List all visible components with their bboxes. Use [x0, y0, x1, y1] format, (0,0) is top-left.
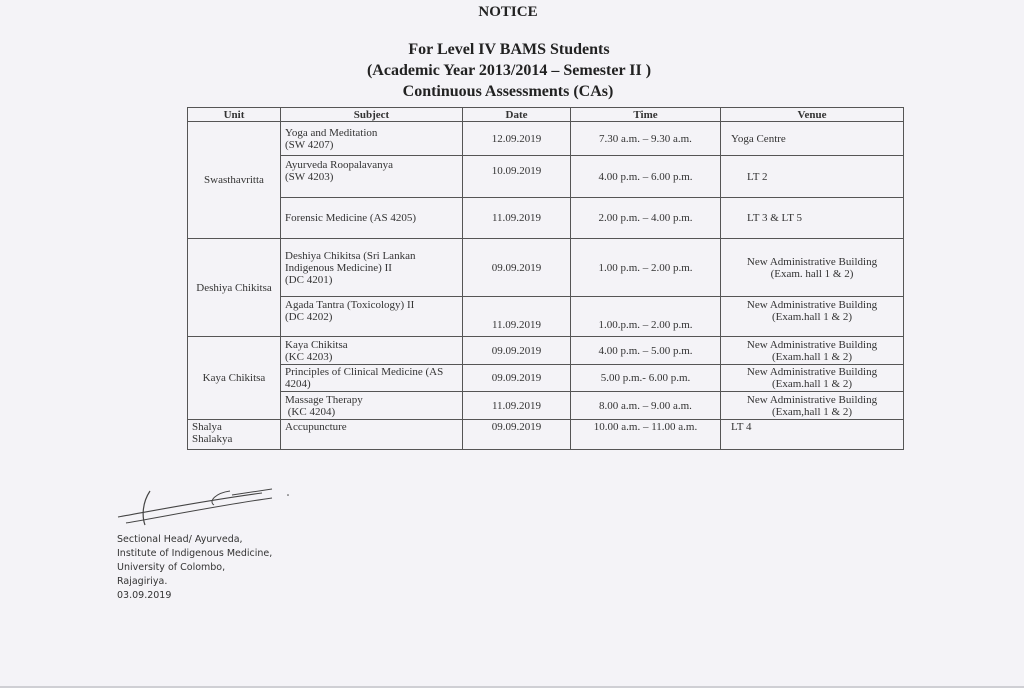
table-row [188, 420, 904, 450]
venue-building: New Administrative Building [746, 299, 878, 311]
column-header-date: Date [463, 108, 571, 122]
time-cell: 4.00 p.m. – 5.00 p.m. [571, 337, 721, 365]
subject-code: (DC 4202) [285, 311, 333, 323]
subject-name: Massage Therapy [285, 393, 363, 406]
signature-block [117, 533, 272, 603]
time-cell: 7.30 a.m. – 9.30 a.m. [571, 122, 721, 156]
audience-heading: For Level IV BAMS Students [408, 41, 610, 58]
venue-cell: LT 2 [721, 156, 904, 198]
subject-name: Kaya Chikitsa [285, 338, 348, 351]
table-row [188, 297, 904, 337]
date-cell: 11.09.2019 [463, 392, 571, 420]
venue-cell [721, 337, 904, 365]
venue-hall: (Exam,hall 1 & 2) [771, 405, 853, 418]
academic-year-heading: (Academic Year 2013/2014 – Semester II ) [366, 62, 652, 79]
subject-code: (SW 4203) [285, 171, 334, 183]
venue-building: New Administrative Building [746, 393, 878, 406]
subject-cell: Accupuncture [281, 420, 463, 450]
notice-heading: NOTICE [478, 4, 538, 20]
table-row [188, 239, 904, 297]
unit-cell: Swasthavritta [188, 122, 281, 239]
time-cell: 1.00 p.m. – 2.00 p.m. [571, 239, 721, 297]
subject-code: 4204) [285, 378, 311, 390]
unit-cell: Deshiya Chikitsa [188, 239, 281, 337]
venue-cell [721, 297, 904, 337]
venue-cell [721, 365, 904, 392]
column-header-subject: Subject [281, 108, 463, 122]
unit-name: Shalya [192, 421, 222, 433]
table-header-row [188, 108, 904, 122]
date-cell: 11.09.2019 [463, 198, 571, 239]
subject-cell [281, 392, 463, 420]
venue-cell: LT 4 [721, 420, 904, 450]
subject-cell [281, 337, 463, 365]
subject-code: (KC 4203) [285, 350, 333, 363]
signature-icon [112, 483, 292, 528]
time-cell: 1.00.p.m. – 2.00 p.m. [571, 297, 721, 337]
subject-name-cont: Indigenous Medicine) II [285, 261, 392, 274]
venue-cell [721, 239, 904, 297]
date-cell: 09.09.2019 [463, 239, 571, 297]
institute-name: Institute of Indigenous Medicine, [117, 548, 273, 559]
table-row [188, 392, 904, 420]
unit-name-cont: Shalakya [192, 433, 233, 445]
venue-building: New Administrative Building [746, 338, 878, 351]
time-cell: 8.00 a.m. – 9.00 a.m. [571, 392, 721, 420]
venue-cell [721, 392, 904, 420]
venue-cell: Yoga Centre [721, 122, 904, 156]
venue-building: New Administrative Building [746, 255, 878, 268]
signatory-title: Sectional Head/ Ayurveda, [117, 534, 243, 545]
table-row [188, 365, 904, 392]
subject-cell [281, 122, 463, 156]
time-cell: 5.00 p.m.- 6.00 p.m. [571, 365, 721, 392]
column-header-time: Time [571, 108, 721, 122]
date-cell: 12.09.2019 [463, 122, 571, 156]
table-row [188, 198, 904, 239]
subject-name: Deshiya Chikitsa (Sri Lankan [285, 249, 416, 262]
time-cell: 4.00 p.m. – 6.00 p.m. [571, 156, 721, 198]
venue-hall: (Exam.hall 1 & 2) [771, 311, 853, 323]
date-cell: 11.09.2019 [463, 297, 571, 337]
subject-name: Principles of Clinical Medicine (AS [285, 366, 444, 378]
table-row [188, 156, 904, 198]
assessment-schedule-table [187, 107, 904, 450]
venue-building: New Administrative Building [746, 366, 878, 378]
subject-cell [281, 156, 463, 198]
venue-cell: LT 3 & LT 5 [721, 198, 904, 239]
table-row [188, 337, 904, 365]
column-header-unit: Unit [188, 108, 281, 122]
date-cell: 09.09.2019 [463, 420, 571, 450]
subject-cell [281, 297, 463, 337]
assessment-heading: Continuous Assessments (CAs) [402, 83, 614, 100]
subject-cell [281, 365, 463, 392]
venue-hall: (Exam.hall 1 & 2) [771, 350, 853, 363]
date-cell: 09.09.2019 [463, 337, 571, 365]
date-cell: 10.09.2019 [463, 156, 571, 198]
notice-date: 03.09.2019 [117, 590, 172, 601]
venue-hall: (Exam. hall 1 & 2) [770, 267, 854, 280]
table-row [188, 122, 904, 156]
time-cell: 2.00 p.m. – 4.00 p.m. [571, 198, 721, 239]
subject-code: (SW 4207) [285, 138, 334, 151]
column-header-venue: Venue [721, 108, 904, 122]
subject-name: Yoga and Meditation [285, 126, 378, 139]
subject-name: Agada Tantra (Toxicology) II [285, 299, 415, 311]
date-cell: 09.09.2019 [463, 365, 571, 392]
unit-cell [188, 420, 281, 450]
subject-code: (KC 4204) [285, 405, 336, 418]
subject-cell [281, 239, 463, 297]
location: Rajagiriya. [117, 576, 168, 587]
subject-code: (DC 4201) [285, 273, 333, 286]
time-cell: 10.00 a.m. – 11.00 a.m. [571, 420, 721, 450]
venue-hall: (Exam.hall 1 & 2) [771, 378, 853, 390]
university-name: University of Colombo, [117, 562, 226, 573]
unit-cell: Kaya Chikitsa [188, 337, 281, 420]
subject-name: Ayurveda Roopalavanya [285, 159, 394, 171]
subject-cell: Forensic Medicine (AS 4205) [281, 198, 463, 239]
